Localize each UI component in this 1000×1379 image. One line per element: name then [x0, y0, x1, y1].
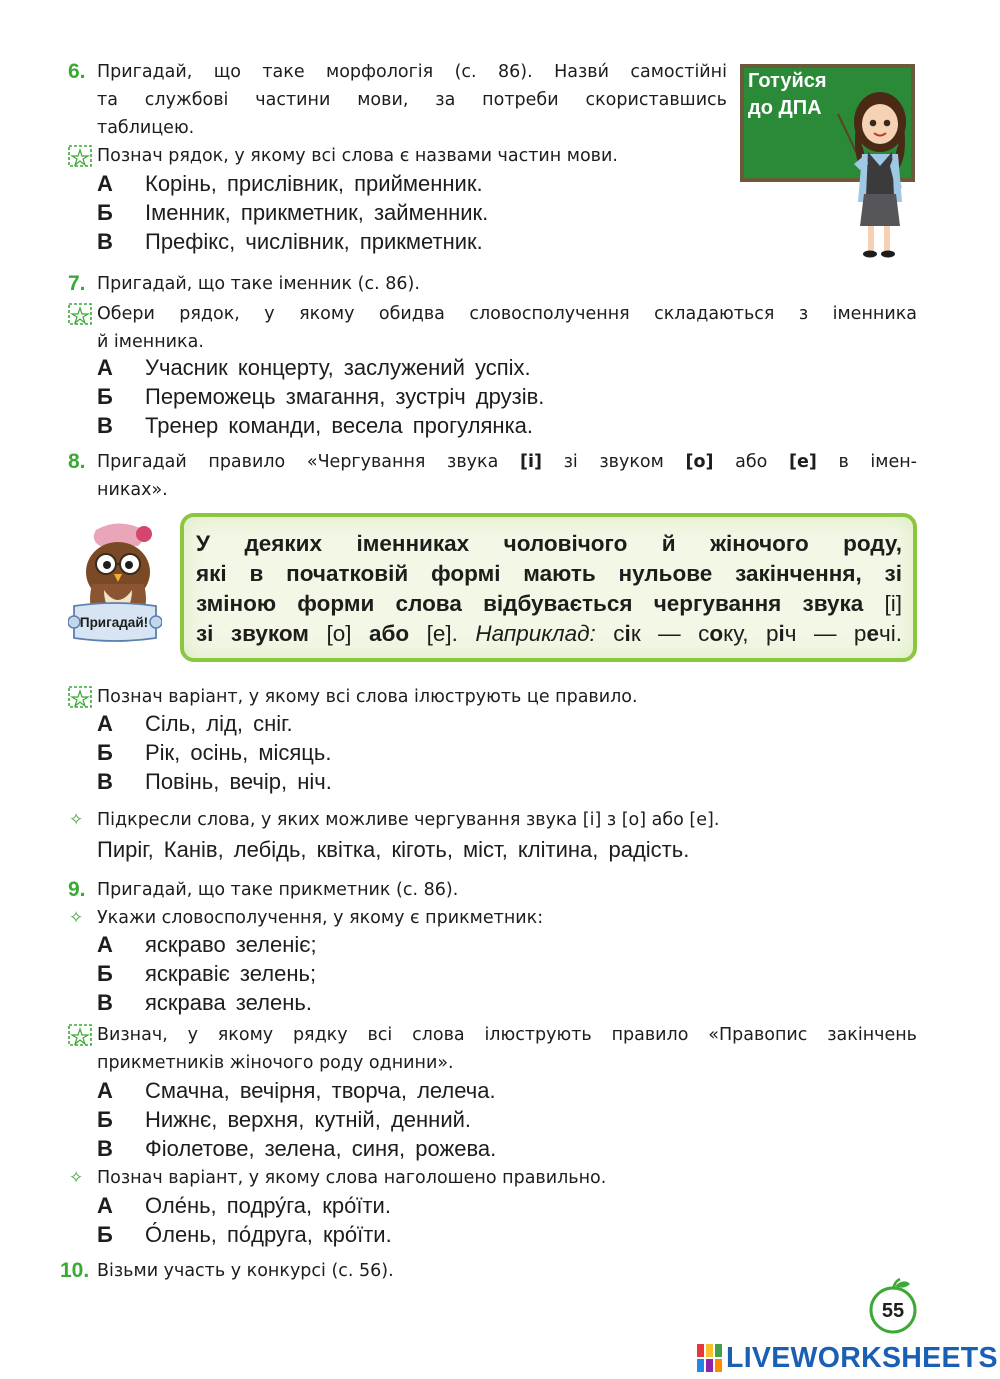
- task-7-option-b[interactable]: [97, 382, 544, 411]
- option-letter: Б: [97, 384, 113, 409]
- rule-line-1: У деяких іменниках чоловічого й жіночого роду,: [196, 531, 902, 556]
- sound-o: [о]: [326, 621, 352, 646]
- sparkle-star-icon: ✧: [69, 908, 84, 928]
- sound-e: [е]: [426, 621, 452, 646]
- task-9-q1-option-c[interactable]: [97, 988, 312, 1017]
- highlight-letter: е: [866, 621, 879, 646]
- task-9-q3-option-b[interactable]: [97, 1220, 392, 1249]
- option-letter: В: [97, 229, 113, 254]
- sound-i: [і]: [884, 591, 902, 616]
- task-7-option-c[interactable]: [97, 411, 533, 440]
- option-text: яскрава зелень.: [145, 990, 312, 1015]
- task-8-option-b[interactable]: [97, 738, 331, 767]
- rule-line-2: які в початковій формі мають нульове закінчення, зі: [196, 561, 902, 586]
- task-9-question-3: Познач варіант, у якому слова наголошено правильно.: [97, 1168, 607, 1188]
- task-6-line-1: Пригадай, що таке морфологія (с. 86). Назви́ самостійні: [97, 62, 727, 82]
- task-9-line-1: Пригадай, що таке прикметник (с. 86).: [97, 880, 459, 900]
- option-text: Корінь, прислівник, прийменник.: [145, 171, 483, 196]
- option-text: Учасник концерту, заслужений успіх.: [145, 355, 531, 380]
- option-letter: А: [97, 711, 113, 736]
- option-letter: Б: [97, 1222, 113, 1247]
- task-9-question-2-line-1: Визнач, у якому рядку всі слова ілюструють правило «Правопис закінчень: [97, 1025, 917, 1045]
- task-7-option-a[interactable]: [97, 353, 531, 382]
- option-text: Смачна, вечірня, творча, лелеча.: [145, 1078, 496, 1103]
- task-6-line-3: таблицею.: [97, 118, 195, 138]
- highlight-letter: і: [778, 621, 785, 646]
- task-6-option-a[interactable]: [97, 169, 483, 198]
- rule-line-4: [196, 619, 902, 649]
- option-letter: В: [97, 990, 113, 1015]
- option-letter: А: [97, 1078, 113, 1103]
- chalkboard-line-1: Готуйся: [748, 70, 827, 92]
- task-7-question-line-1: Обери рядок, у якому обидва словосполучення складаються з іменника: [97, 304, 917, 324]
- option-letter: Б: [97, 740, 113, 765]
- task-9-question-1: Укажи словосполучення, у якому є прикметник:: [97, 908, 544, 928]
- task-6-option-b[interactable]: [97, 198, 488, 227]
- option-letter: А: [97, 1193, 113, 1218]
- text-part: с: [595, 621, 625, 646]
- task-8-underline-words[interactable]: Пиріг, Канів, лебідь, квітка, кіготь, міст, клітина, радість.: [97, 837, 690, 862]
- text-part: ч — р: [784, 621, 867, 646]
- option-text: Фіолетове, зелена, синя, рожева.: [145, 1136, 497, 1161]
- pencil-square-icon: [67, 685, 93, 709]
- text-part: або: [351, 621, 427, 646]
- option-text: Рік, осінь, місяць.: [145, 740, 332, 765]
- task-6-option-c[interactable]: [97, 227, 483, 256]
- text-part: к — с: [630, 621, 710, 646]
- highlight-letter: і: [624, 621, 631, 646]
- option-text: яскравіє зелень;: [145, 961, 317, 986]
- sparkle-star-icon: ✧: [69, 1168, 84, 1188]
- task-7-question-line-2: й іменника.: [97, 332, 204, 352]
- task-9-q3-option-a[interactable]: [97, 1191, 391, 1220]
- task-8-line-2: никах».: [97, 480, 168, 500]
- option-letter: Б: [97, 1107, 113, 1132]
- task-10-number: 10.: [60, 1259, 90, 1282]
- highlight-letter: о: [709, 621, 724, 646]
- task-8-option-a[interactable]: [97, 709, 293, 738]
- task-8-question: Познач варіант, у якому всі слова ілюструють це правило.: [97, 687, 638, 707]
- text-part: зі звуком: [196, 621, 327, 646]
- pencil-square-icon: [67, 302, 93, 326]
- text-part: зміною форми слова відбувається чергування звука: [196, 591, 885, 616]
- task-6-question: Познач рядок, у якому всі слова є назвами частин мови.: [97, 146, 618, 166]
- option-letter: А: [97, 932, 113, 957]
- task-9-question-2-line-2: прикметників жіночого роду однини».: [97, 1053, 454, 1073]
- sound-e: [е]: [788, 452, 817, 472]
- task-7-line-1: Пригадай, що таке іменник (с. 86).: [97, 274, 420, 294]
- option-letter: В: [97, 769, 113, 794]
- text-part: .: [451, 621, 476, 646]
- option-text: О́лень, по́друга, кро́їти.: [145, 1222, 392, 1247]
- text-part: ку, р: [723, 621, 779, 646]
- example-label: Наприклад:: [475, 621, 596, 646]
- task-8-line-1: [97, 448, 917, 476]
- option-letter: В: [97, 1136, 113, 1161]
- option-text: Нижнє, верхня, кутній, денний.: [145, 1107, 472, 1132]
- task-10-line-1: Візьми участь у конкурсі (с. 56).: [97, 1261, 394, 1281]
- pencil-square-icon: [67, 1023, 93, 1047]
- text-part: або: [713, 452, 789, 472]
- owl-banner-label: Пригадай!: [79, 615, 149, 630]
- option-letter: А: [97, 171, 113, 196]
- task-9-q2-option-a[interactable]: [97, 1076, 496, 1105]
- option-text: Тренер команди, весела прогулянка.: [145, 413, 534, 438]
- sound-o: [о]: [685, 452, 714, 472]
- task-6-number: 6.: [68, 60, 86, 83]
- teacher-illustration: [832, 82, 924, 264]
- task-9-q1-option-b[interactable]: [97, 959, 316, 988]
- task-9-q2-option-c[interactable]: [97, 1134, 496, 1163]
- task-6-line-2: та службові частини мови, за потреби скориставшись: [97, 90, 727, 110]
- task-8-number: 8.: [68, 450, 86, 473]
- option-letter: В: [97, 413, 113, 438]
- page-number: 55: [881, 1300, 905, 1322]
- option-text: Переможець змагання, зустріч друзів.: [145, 384, 545, 409]
- option-text: яскраво зеленіє;: [145, 932, 317, 957]
- text-part: чі.: [878, 621, 902, 646]
- text-part: в імен-: [816, 452, 917, 472]
- text-part: зі звуком: [541, 452, 686, 472]
- task-7-number: 7.: [68, 272, 86, 295]
- task-9-q1-option-a[interactable]: [97, 930, 317, 959]
- text-part: Пригадай правило «Чергування звука: [97, 452, 520, 472]
- option-text: Повінь, вечір, ніч.: [145, 769, 332, 794]
- rule-line-3: [196, 589, 902, 619]
- option-text: Іменник, прикметник, займенник.: [145, 200, 489, 225]
- task-9-number: 9.: [68, 878, 86, 901]
- chalkboard-line-2: до ДПА: [748, 97, 822, 119]
- liveworksheets-logo-icon: [697, 1344, 723, 1372]
- option-letter: Б: [97, 200, 113, 225]
- option-text: Оле́нь, подру́га, кро́їти.: [145, 1193, 391, 1218]
- option-text: Сіль, лід, сніг.: [145, 711, 293, 736]
- pencil-square-icon: [67, 144, 93, 168]
- task-9-q2-option-b[interactable]: [97, 1105, 471, 1134]
- task-8-option-c[interactable]: [97, 767, 332, 796]
- option-letter: А: [97, 355, 113, 380]
- option-text: Префікс, числівник, прикметник.: [145, 229, 483, 254]
- sound-i: [і]: [519, 452, 542, 472]
- liveworksheets-brand[interactable]: LIVEWORKSHEETS: [726, 1342, 998, 1374]
- task-8-underline-task: Підкресли слова, у яких можливе чергування звука [і] з [о] або [е].: [97, 810, 720, 830]
- sparkle-star-icon: ✧: [69, 810, 84, 830]
- option-letter: Б: [97, 961, 113, 986]
